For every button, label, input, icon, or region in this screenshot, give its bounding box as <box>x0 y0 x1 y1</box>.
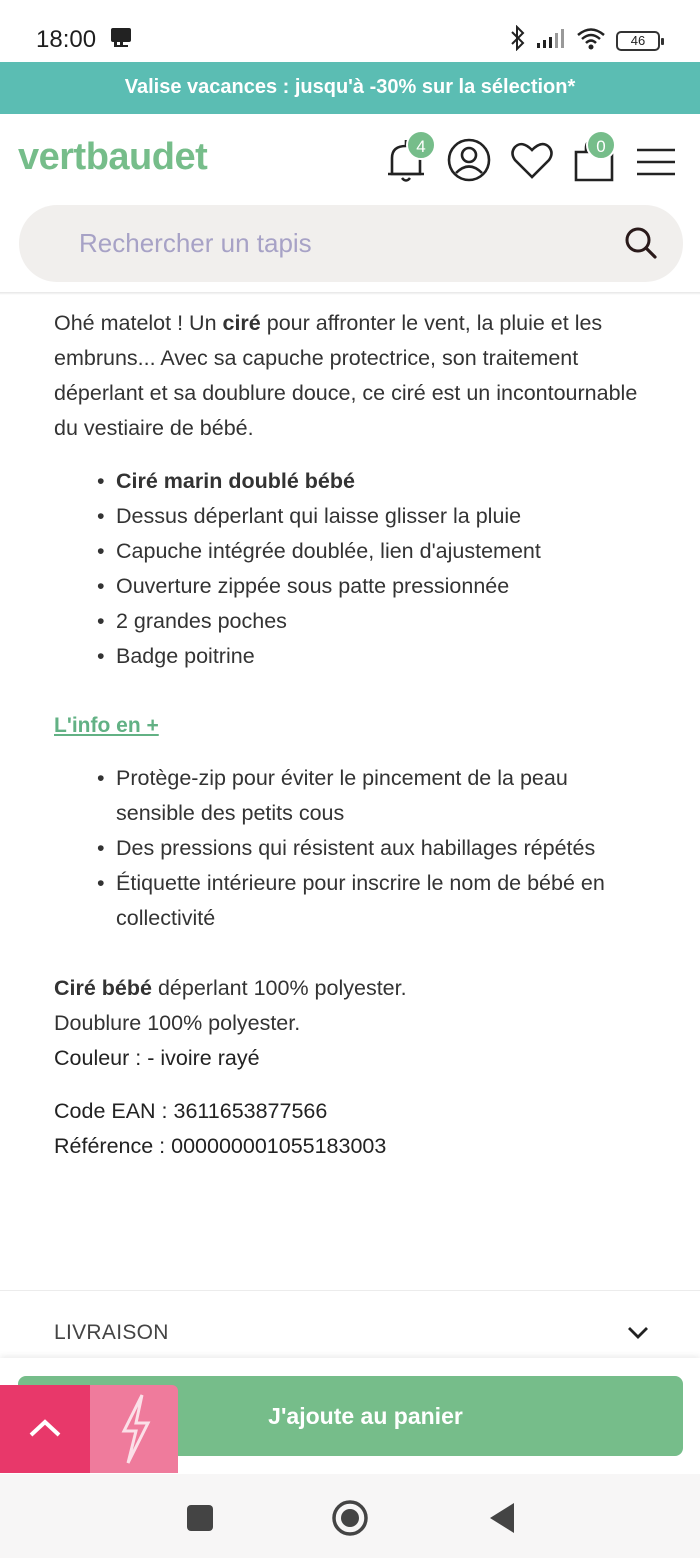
chat-bubble-icon <box>110 27 132 54</box>
system-nav-bar <box>0 1474 700 1558</box>
menu-button[interactable] <box>634 136 678 184</box>
list-item: • 2 grandes poches <box>54 604 644 639</box>
add-to-cart-bar <box>0 1358 700 1474</box>
status-time: 18:00 <box>36 26 97 53</box>
add-to-cart-button[interactable]: J'ajoute au panier <box>18 1376 683 1456</box>
status-icons <box>510 25 660 56</box>
heart-icon <box>508 136 556 184</box>
search-input[interactable] <box>79 205 599 282</box>
notification-badge: 4 <box>406 130 436 160</box>
list-item: • Capuche intégrée doublée, lien d'ajustement <box>54 534 644 569</box>
wishlist-button[interactable] <box>508 136 556 184</box>
reference-code: Référence : 000000001055183003 <box>54 1134 387 1158</box>
list-item: • Dessus déperlant qui laisse glisser la pluie <box>54 499 644 534</box>
logo[interactable]: vertbaudet <box>18 136 208 178</box>
product-description <box>54 306 644 1164</box>
list-item: • Badge poitrine <box>54 639 644 674</box>
list-item: • Ouverture zippée sous patte pressionnée <box>54 569 644 604</box>
info-list <box>54 761 644 936</box>
lining-text: Doublure 100% polyester. <box>54 1011 301 1035</box>
header-divider <box>0 292 700 295</box>
list-item: • Des pressions qui résistent aux habillages répétés <box>54 831 644 866</box>
chevron-up-icon <box>0 1385 90 1473</box>
list-item: • Étiquette intérieure pour inscrire le nom de bébé en collectivité <box>54 866 644 936</box>
wifi-icon <box>576 26 606 55</box>
ean-code: Code EAN : 3611653877566 <box>54 1099 328 1123</box>
status-bar <box>0 0 700 62</box>
material-text: Ciré bébé déperlant 100% polyester. <box>54 976 407 1000</box>
back-icon[interactable] <box>482 1498 522 1538</box>
feature-list <box>54 464 644 674</box>
recent-apps-icon[interactable] <box>180 1498 220 1538</box>
hamburger-menu-icon <box>634 136 678 184</box>
lightning-icon <box>90 1385 178 1473</box>
list-item: • Ciré marin doublé bébé <box>54 464 644 499</box>
search-icon[interactable] <box>623 225 659 261</box>
flash-promo-button[interactable] <box>90 1385 178 1473</box>
livraison-accordion[interactable] <box>0 1290 700 1360</box>
cart-badge: 0 <box>586 130 616 160</box>
signal-icon <box>536 27 566 54</box>
battery-icon: 46 <box>616 31 660 51</box>
bluetooth-icon <box>510 25 526 56</box>
info-link[interactable]: L'info en + <box>54 714 159 737</box>
home-icon[interactable] <box>330 1498 370 1538</box>
account-button[interactable] <box>445 136 493 184</box>
livraison-label: LIVRAISON <box>54 1321 169 1344</box>
header <box>0 114 700 204</box>
chevron-down-icon <box>626 1325 650 1346</box>
color-text: Couleur : - ivoire rayé <box>54 1046 260 1070</box>
cart-button[interactable] <box>570 136 618 184</box>
search-bar <box>19 205 683 282</box>
description-intro: Ohé matelot ! Un ciré pour affronter le vent, la pluie et les embruns... Avec sa capuche protectrice, son traitement déperlant et sa doublure douce, ce ciré est un incontournable du vestiaire de bébé. <box>54 311 638 440</box>
user-icon <box>445 136 493 184</box>
promo-banner[interactable]: Valise vacances : jusqu'à -30% sur la sélection* <box>0 62 700 114</box>
scroll-top-button[interactable] <box>0 1385 90 1473</box>
list-item: • Protège-zip pour éviter le pincement de la peau sensible des petits cous <box>54 761 644 831</box>
notifications-button[interactable] <box>382 136 430 184</box>
